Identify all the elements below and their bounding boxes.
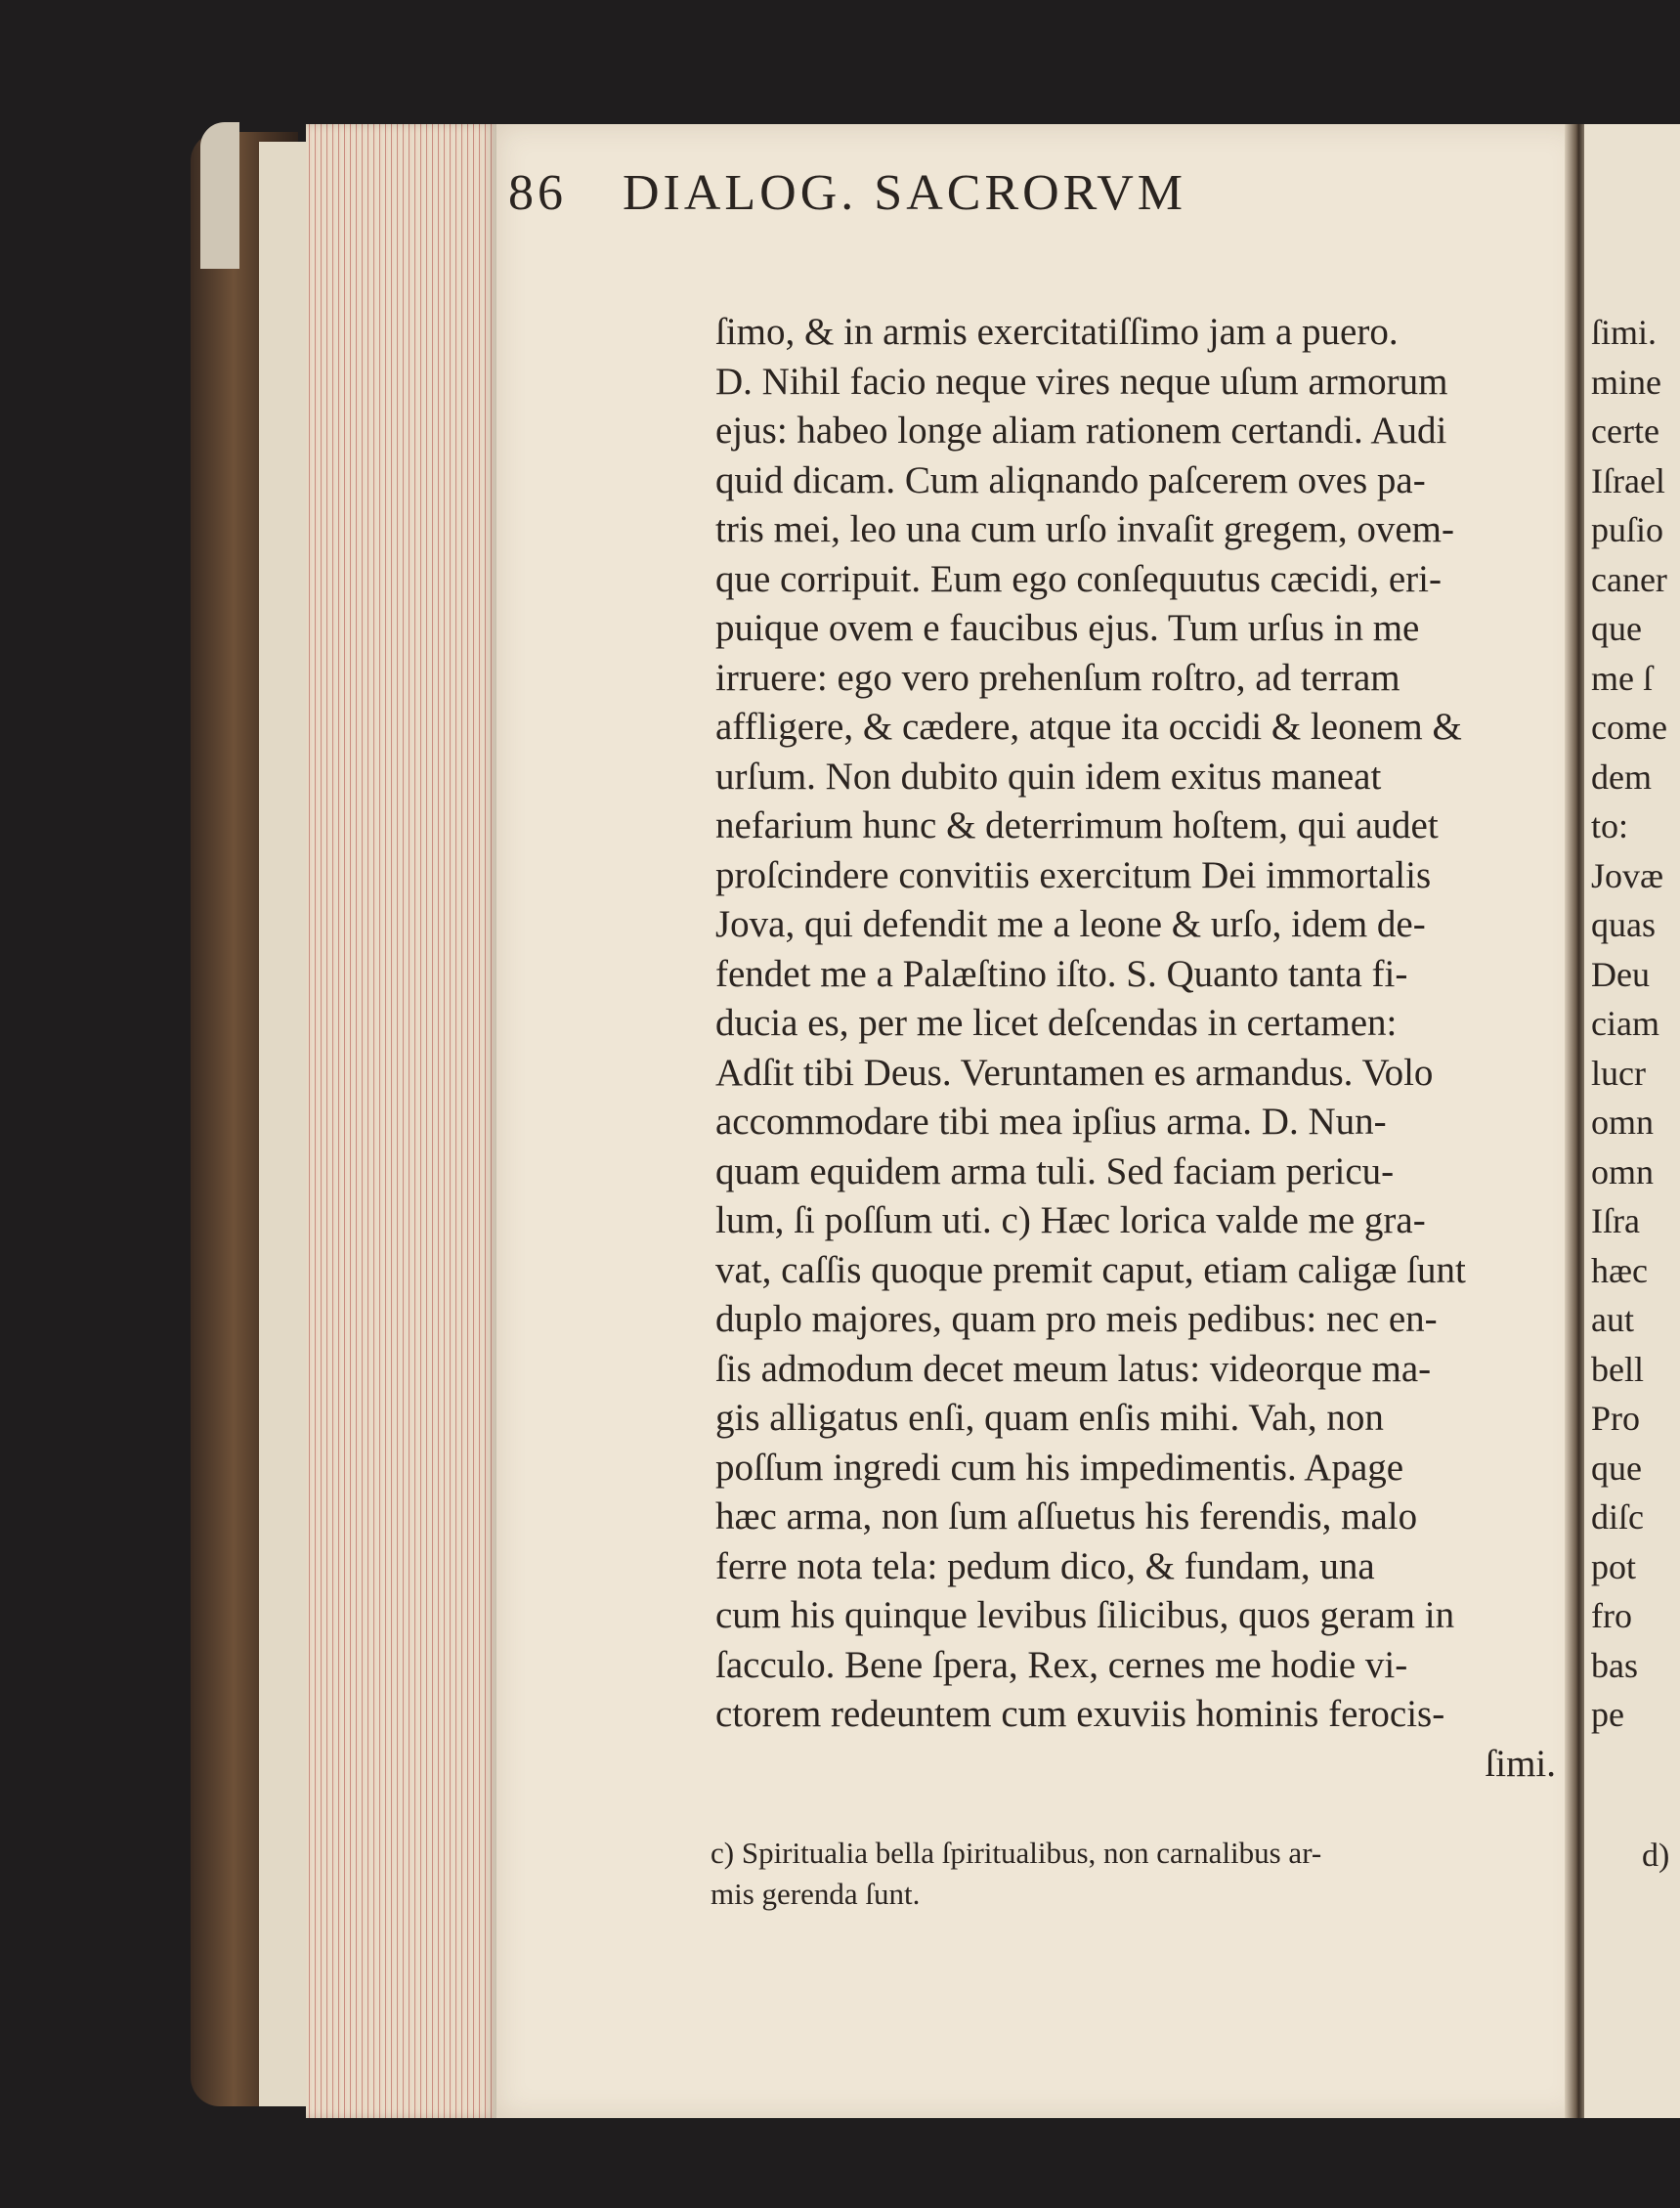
facing-line: caner [1591,559,1667,599]
facing-line: bell [1591,1349,1644,1389]
text-line: lum, ſi poſſum uti. c) Hæc lorica valde me gra- [715,1199,1426,1241]
facing-line: ciam [1591,1004,1659,1043]
facing-line: puſio [1591,510,1664,549]
facing-line: fro [1591,1596,1632,1635]
facing-line: aut [1591,1300,1634,1339]
text-line: nefarium hunc & deterrimum hoſtem, qui audet [715,804,1439,846]
facing-line: me ſ [1591,658,1653,698]
text-line: proſcindere convitiis exercitum Dei immortalis [715,853,1432,896]
facing-line: dem [1591,757,1652,797]
text-line: poſſum ingredi cum his impedimentis. Apage [715,1446,1404,1489]
text-line: Jova, qui defendit me a leone & urſo, idem de- [715,903,1426,945]
text-line: irruere: ego vero prehenſum roſtro, ad terram [715,656,1400,699]
text-line: duplo majores, quam pro meis pedibus: nec en- [715,1298,1438,1340]
text-line: ferre nota tela: pedum dico, & fundam, una [715,1544,1375,1587]
facing-line: bas [1591,1645,1638,1685]
text-line: D. Nihil facio neque vires neque uſum armorum [715,360,1448,403]
text-line: Adſit tibi Deus. Veruntamen es armandus. Volo [715,1051,1434,1094]
text-line: que corripuit. Eum ego conſequutus cæcidi, eri- [715,557,1442,600]
facing-line: certe [1591,411,1659,451]
running-title: DIALOG. SACRORVM [623,165,1186,221]
footnote [711,1833,1571,1915]
cover-worn-edge [200,122,239,269]
page-stack-edge [306,124,496,2118]
facing-line: omn [1591,1151,1655,1191]
text-line: quid dicam. Cum aliqnando paſcerem oves pa- [715,458,1426,501]
text-line: urſum. Non dubito quin idem exitus maneat [715,755,1382,798]
text-line: quam equidem arma tuli. Sed faciam pericu- [715,1149,1395,1192]
text-line: hæc arma, non ſum aſſuetus his ferendis, malo [715,1495,1418,1537]
facing-line: omn [1591,1103,1655,1142]
facing-line: to: [1591,806,1629,845]
footnote-line: c) Spiritualia bella ſpiritualibus, non carnalibus ar- [711,1836,1322,1870]
text-line: ducia es, per me licet deſcendas in certamen: [715,1002,1398,1044]
facing-page-text [1591,308,1680,1740]
facing-line: come [1591,708,1667,747]
text-line: vat, caſſis quoque premit caput, etiam caligæ ſunt [715,1248,1466,1291]
facing-line: mine [1591,362,1661,402]
footnote-line: mis gerenda ſunt. [711,1877,921,1911]
facing-line: pot [1591,1546,1637,1586]
facing-line: hæc [1591,1250,1648,1290]
facing-line: Iſrael [1591,460,1665,500]
facing-footnote: d) [1642,1838,1670,1874]
body-text [715,308,1575,1789]
facing-line: ſimi. [1591,313,1658,352]
facing-line: quas [1591,905,1656,944]
facing-line: que [1591,609,1642,648]
facing-line: Deu [1591,954,1650,994]
text-line: ejus: habeo longe aliam rationem certandi. Audi [715,410,1447,452]
facing-line: Jovæ [1591,855,1664,895]
text-line: affligere, & cædere, atque ita occidi & leonem & [715,706,1462,748]
text-line: puique ovem e faucibus ejus. Tum urſus in me [715,607,1420,649]
text-line: fendet me a Palæſtino iſto. S. Quanto tanta fi- [715,952,1408,995]
facing-line: diſc [1591,1497,1644,1537]
text-line: ſimo, & in armis exercitatiſſimo jam a puero. [715,311,1399,353]
facing-line: Pro [1591,1399,1641,1438]
catchword: ſimi. [1485,1742,1556,1785]
facing-line: Iſra [1591,1201,1640,1240]
text-line: ſacculo. Bene ſpera, Rex, cernes me hodie vi- [715,1643,1408,1686]
text-line: ctorem redeuntem cum exuviis hominis ferocis- [715,1693,1445,1735]
text-line: ſis admodum decet meum latus: videorque ma- [715,1347,1432,1390]
facing-line: que [1591,1448,1642,1488]
facing-line: pe [1591,1695,1624,1734]
text-line: cum his quinque levibus ſilicibus, quos geram in [715,1594,1455,1636]
running-head [508,164,1476,233]
facing-line: lucr [1591,1053,1646,1093]
text-line: accommodare tibi mea ipſius arma. D. Nun- [715,1101,1387,1143]
text-line: tris mei, leo una cum urſo invaſit gregem, ovem- [715,508,1454,550]
page-number: 86 [508,165,567,221]
text-line: gis alligatus enſi, quam enſis mihi. Vah, non [715,1397,1384,1439]
